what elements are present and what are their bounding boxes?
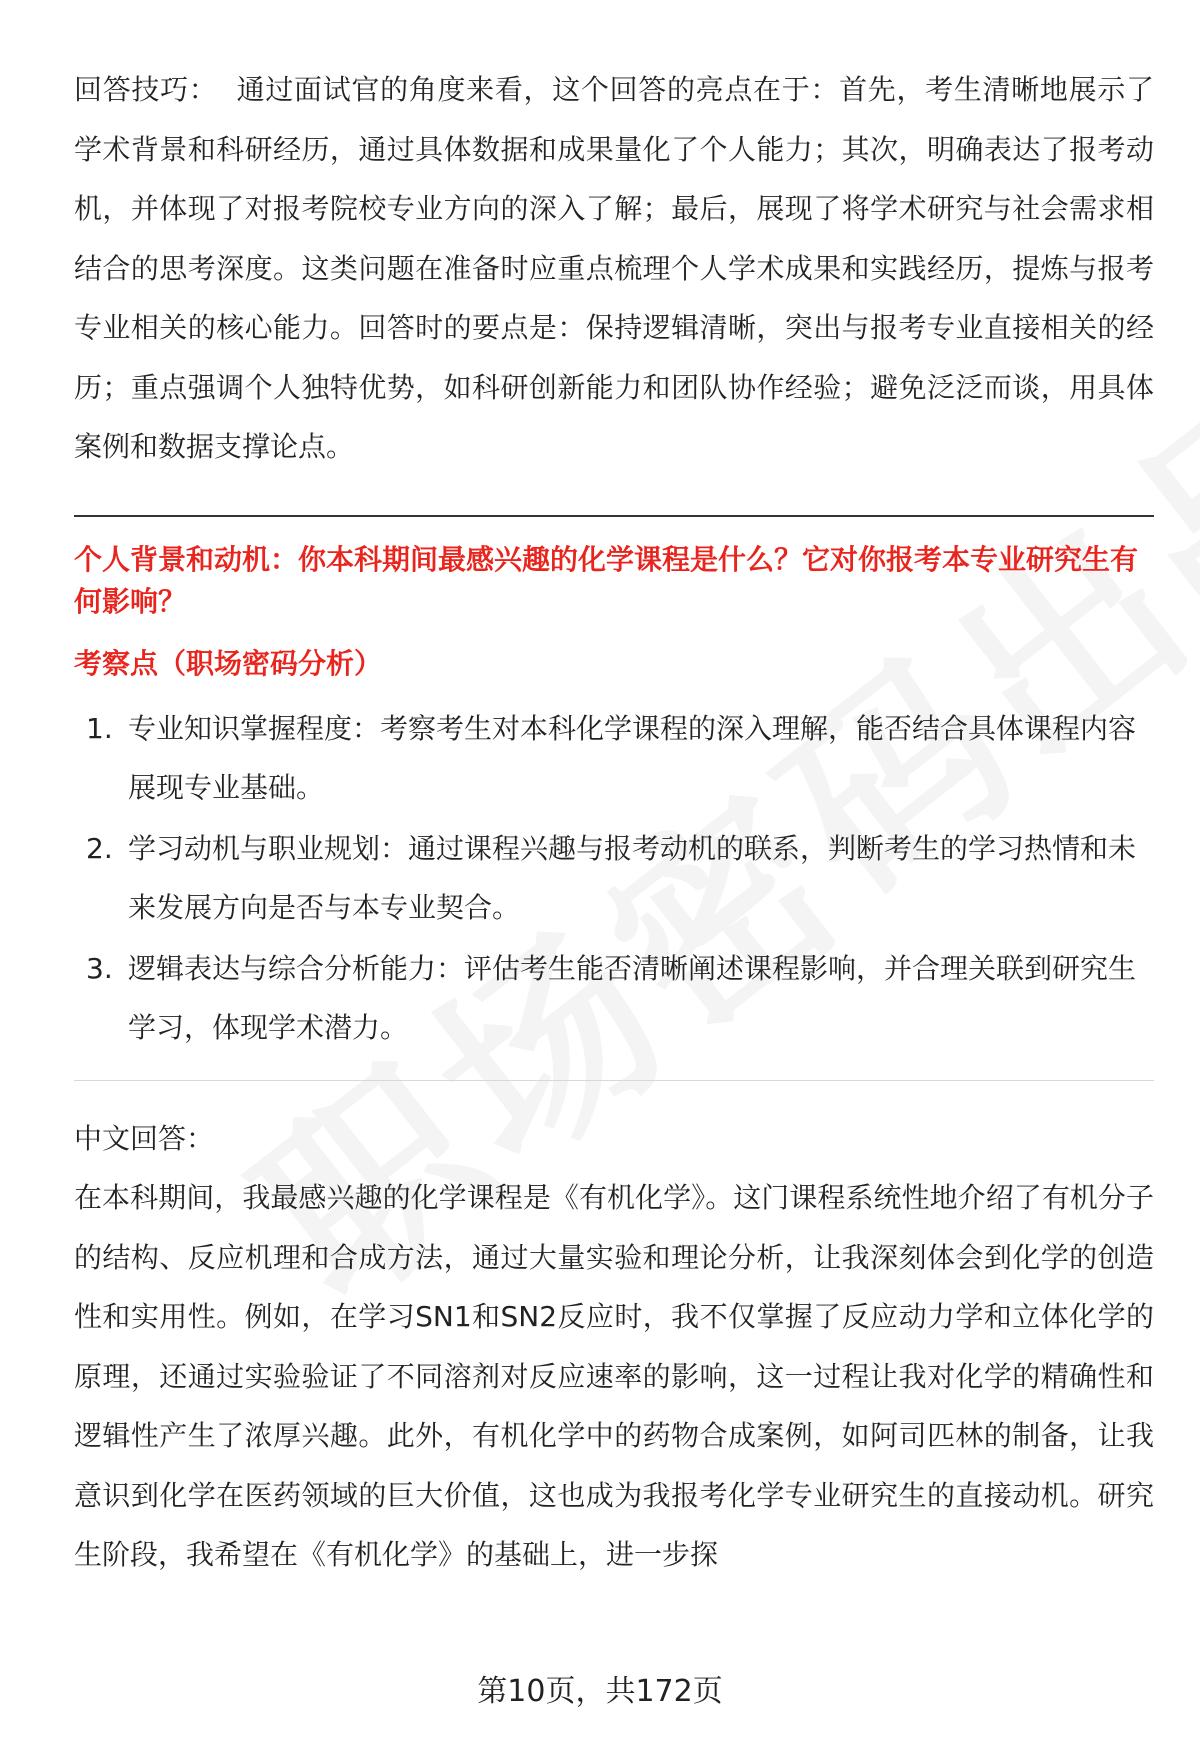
- assessment-heading: 考察点（职场密码分析）: [74, 646, 383, 680]
- answer-tip-paragraph: [74, 60, 1154, 477]
- assessment-list: [74, 699, 1154, 1058]
- list-item-text: 逻辑表达与综合分析能力：评估考生能否清晰阐述课程影响，并合理关联到研究生学习，体现学术潜力。: [128, 951, 1137, 1044]
- answer-tip-text: 通过面试官的角度来看，这个回答的亮点在于：首先，考生清晰地展示了学术背景和科研经历，通过具体数据和成果量化了个人能力；其次，明确表达了报考动机，并体现了对报考院校专业方向的深入了解；最后，展现了将学术研究与社会需求相结合的思考深度。这类问题在准备时应重点梳理个人学术成果和实践经历，提炼与报考专业相关的核心能力。回答时的要点是：保持逻辑清晰，突出与报考专业直接相关的经历；重点强调个人独特优势，如科研创新能力和团队协作经验；避免泛泛而谈，用具体案例和数据支撑论点。: [74, 73, 1154, 463]
- question-title: 个人背景和动机：你本科期间最感兴趣的化学课程是什么？它对你报考本专业研究生有何影响？: [74, 542, 1139, 618]
- page-content: [74, 60, 1154, 1585]
- section-divider: [74, 515, 1154, 517]
- answer-paragraph: 在本科期间，我最感兴趣的化学课程是《有机化学》。这门课程系统性地介绍了有机分子的结构、反应机理和合成方法，通过大量实验和理论分析，让我深刻体会到化学的创造性和实用性。例如，在学习SN1和SN2反应时，我不仅掌握了反应动力学和立体化学的原理，还通过实验验证了不同溶剂对反应速率的影响，这一过程让我对化学的精确性和逻辑性产生了浓厚兴趣。此外，有机化学中的药物合成案例，如阿司匹林的制备，让我意识到化学在医药领域的巨大价值，这也成为我报考化学专业研究生的直接动机。研究生阶段，我希望在《有机化学》的基础上，进一步探: [74, 1181, 1154, 1571]
- list-item: [74, 699, 1154, 818]
- answer-label: 中文回答：: [74, 1121, 215, 1155]
- list-item-number: 3.: [86, 951, 113, 985]
- page-number: 第10页，共172页: [477, 1674, 723, 1709]
- list-item-number: 2.: [86, 831, 113, 865]
- list-item-number: 1.: [86, 711, 113, 745]
- list-item-text: 学习动机与职业规划：通过课程兴趣与报考动机的联系，判断考生的学习热情和未来发展方向是否与本专业契合。: [128, 831, 1137, 924]
- list-item-text: 专业知识掌握程度：考察考生对本科化学课程的深入理解，能否结合具体课程内容展现专业基础。: [128, 711, 1137, 804]
- answer-divider: [74, 1080, 1154, 1081]
- list-item: [74, 819, 1154, 938]
- answer-tip-label: 回答技巧：: [74, 73, 218, 106]
- list-item: [74, 939, 1154, 1058]
